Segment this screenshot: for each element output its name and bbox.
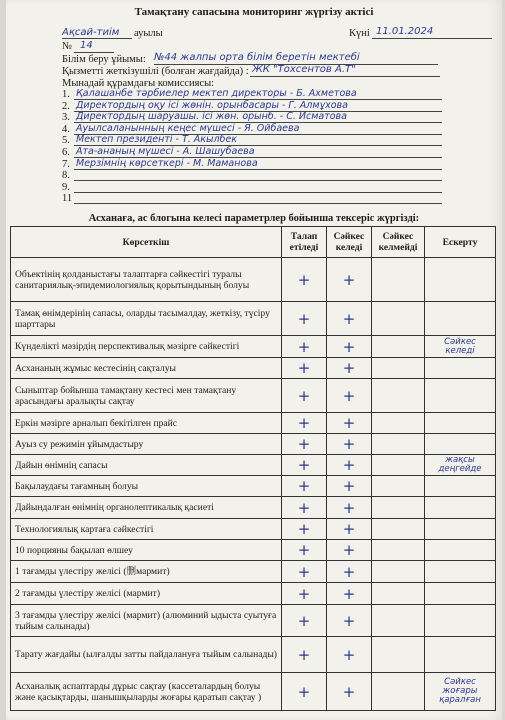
village-suffix: ауылы bbox=[134, 28, 163, 39]
row-required-mark: + bbox=[282, 476, 327, 497]
commission-underline bbox=[74, 180, 442, 181]
commission-number: 7. bbox=[62, 158, 70, 170]
row-not-matches-mark bbox=[372, 379, 425, 413]
table-row bbox=[11, 605, 496, 637]
commission-number: 3. bbox=[62, 112, 70, 124]
row-matches-mark: + bbox=[327, 258, 372, 302]
row-note bbox=[425, 476, 496, 497]
row-indicator: 2 тағамды үлестіру желісі (мармит) bbox=[11, 583, 282, 605]
row-note bbox=[425, 358, 496, 379]
row-required-mark: + bbox=[282, 302, 327, 336]
row-indicator: Асханалық аспаптарды дұрыс сақтау (кассеталардың болуы және қасықтарды, шанышқыларды жоғары қаратып сақтау ) bbox=[11, 673, 282, 711]
table-row bbox=[11, 434, 496, 455]
commission-member: Ата-ананың мүшесі - А. Шашубаева bbox=[76, 146, 255, 157]
table-row bbox=[11, 336, 496, 358]
table-row bbox=[11, 519, 496, 540]
row-matches-mark: + bbox=[327, 605, 372, 637]
row-matches-mark: + bbox=[327, 434, 372, 455]
row-required-mark: + bbox=[282, 637, 327, 673]
table-row bbox=[11, 358, 496, 379]
row-matches-mark: + bbox=[327, 302, 372, 336]
inspection-table bbox=[10, 226, 496, 711]
row-matches-mark: + bbox=[327, 413, 372, 434]
row-indicator: Тарату жағдайы (ылғалды затты пайдалануға тыйым салынады) bbox=[11, 637, 282, 673]
commission-underline bbox=[74, 192, 442, 193]
table-header-row bbox=[11, 227, 496, 258]
table-row bbox=[11, 258, 496, 302]
commission-number: 4. bbox=[62, 123, 70, 135]
row-not-matches-mark bbox=[372, 434, 425, 455]
commission-number: 2. bbox=[62, 100, 70, 112]
row-not-matches-mark bbox=[372, 605, 425, 637]
row-note bbox=[425, 561, 496, 583]
row-indicator: Ауыз су режимін ұйымдастыру bbox=[11, 434, 282, 455]
row-note bbox=[425, 413, 496, 434]
commission-number: 6. bbox=[62, 147, 70, 158]
village-value: Ақсай-тиім bbox=[62, 27, 120, 38]
header-note: Ескерту bbox=[425, 227, 496, 258]
header-indicator: Көрсеткіш bbox=[11, 227, 282, 258]
section-title: Асханаға, ас блогына келесі параметрлер бойынша тексеріс жүргізді: bbox=[88, 213, 420, 224]
commission-member: Директордың шаруашы. ісі жөн. орынб. - С. Исматова bbox=[76, 111, 347, 123]
row-not-matches-mark bbox=[372, 583, 425, 605]
row-matches-mark: + bbox=[327, 476, 372, 497]
row-not-matches-mark bbox=[372, 673, 425, 711]
row-not-matches-mark bbox=[372, 540, 425, 561]
row-matches-mark: + bbox=[327, 379, 372, 413]
row-indicator: 1 тағамды үлестіру желісі (删мармит) bbox=[11, 561, 282, 583]
table-row bbox=[11, 497, 496, 519]
commission-underline bbox=[74, 203, 442, 204]
row-not-matches-mark bbox=[372, 336, 425, 358]
row-note bbox=[425, 497, 496, 519]
row-required-mark: + bbox=[282, 434, 327, 455]
row-indicator: 10 порцияны бақылап өлшеу bbox=[11, 540, 282, 561]
commission-number: 9. bbox=[62, 181, 70, 193]
row-required-mark: + bbox=[282, 605, 327, 637]
table-row bbox=[11, 413, 496, 434]
document-sheet bbox=[6, 0, 502, 720]
number-underline bbox=[74, 52, 114, 53]
row-indicator: Бақылаудағы тағамның болуы bbox=[11, 476, 282, 497]
commission-underline bbox=[74, 169, 442, 170]
table-row bbox=[11, 302, 496, 336]
table-row bbox=[11, 476, 496, 497]
table-row bbox=[11, 455, 496, 476]
village-underline bbox=[62, 38, 132, 39]
commission-number: 8. bbox=[62, 170, 70, 182]
row-note: Сәйкес жоғары қаралған bbox=[425, 673, 496, 711]
row-matches-mark: + bbox=[327, 583, 372, 605]
row-not-matches-mark bbox=[372, 258, 425, 302]
table-row bbox=[11, 561, 496, 583]
commission-member: Мектеп президенті - Т. Акылбек bbox=[76, 134, 238, 146]
row-required-mark: + bbox=[282, 379, 327, 413]
row-required-mark: + bbox=[282, 673, 327, 711]
row-required-mark: + bbox=[282, 413, 327, 434]
row-not-matches-mark bbox=[372, 302, 425, 336]
supplier-value: ЖК "Тохсентов А.Т" bbox=[252, 64, 356, 75]
row-indicator: Күнделікті мәзірдің перспективалық мәзірге сәйкестігі bbox=[11, 336, 282, 358]
row-matches-mark: + bbox=[327, 455, 372, 476]
row-indicator: 3 тағамды үлестіру желісі (мармит) (алюминий ыдыста суытуға тыйым салынады) bbox=[11, 605, 282, 637]
row-indicator: Дайындалған өнімнің органолептикалық қасиеті bbox=[11, 497, 282, 519]
header-required: Талап етіледі bbox=[282, 227, 327, 258]
row-matches-mark: + bbox=[327, 637, 372, 673]
commission-number: 5. bbox=[62, 135, 70, 147]
row-note bbox=[425, 519, 496, 540]
row-not-matches-mark bbox=[372, 358, 425, 379]
row-required-mark: + bbox=[282, 497, 327, 519]
row-matches-mark: + bbox=[327, 336, 372, 358]
row-note bbox=[425, 258, 496, 302]
row-matches-mark: + bbox=[327, 540, 372, 561]
date-value: 11.01.2024 bbox=[376, 26, 434, 37]
row-note bbox=[425, 583, 496, 605]
table-row bbox=[11, 583, 496, 605]
row-required-mark: + bbox=[282, 561, 327, 583]
row-not-matches-mark bbox=[372, 497, 425, 519]
row-required-mark: + bbox=[282, 519, 327, 540]
date-label: Күні bbox=[349, 28, 370, 39]
commission-member: Мерзімнің көрсеткері - М. Маманова bbox=[76, 157, 258, 169]
row-not-matches-mark bbox=[372, 476, 425, 497]
supplier-underline bbox=[250, 76, 440, 77]
row-indicator: Объектінің қолданыстағы талаптарға сәйкестігі туралы санитариялық-эпидемиологиялық қорытындының болуы bbox=[11, 258, 282, 302]
row-note bbox=[425, 302, 496, 336]
table-row bbox=[11, 379, 496, 413]
org-value: №44 жалпы орта білім беретін мектебі bbox=[154, 52, 360, 63]
row-not-matches-mark bbox=[372, 519, 425, 540]
table-row bbox=[11, 673, 496, 711]
row-note bbox=[425, 637, 496, 673]
row-matches-mark: + bbox=[327, 497, 372, 519]
commission-label: Мынадай құрамдағы комиссиясы: bbox=[62, 78, 215, 89]
row-indicator: Тамақ өнімдерінің сапасы, оларды тасымалдау, жеткізу, түсіру шарттары bbox=[11, 302, 282, 336]
row-indicator: Асхананың жұмыс кестесінің сақталуы bbox=[11, 358, 282, 379]
header-matches: Сәйкес келеді bbox=[327, 227, 372, 258]
row-note: жақсы деңгейде bbox=[425, 455, 496, 476]
row-matches-mark: + bbox=[327, 561, 372, 583]
commission-member: Директордың оқу ісі жөнін. орынбасары - Г. Алмұхова bbox=[76, 99, 348, 111]
row-required-mark: + bbox=[282, 583, 327, 605]
row-indicator: Дайын өнімнің сапасы bbox=[11, 455, 282, 476]
row-required-mark: + bbox=[282, 455, 327, 476]
supplier-label: Қызметті жеткізушілі (болған жағдайда) : bbox=[62, 66, 249, 77]
row-indicator: Еркін мәзірге арналып бекітілген прайс bbox=[11, 413, 282, 434]
row-required-mark: + bbox=[282, 358, 327, 379]
row-not-matches-mark bbox=[372, 413, 425, 434]
row-matches-mark: + bbox=[327, 519, 372, 540]
row-not-matches-mark bbox=[372, 455, 425, 476]
row-matches-mark: + bbox=[327, 358, 372, 379]
row-note: Сәйкес келеді bbox=[425, 336, 496, 358]
commission-member: Ауылсаланынның кеңес мүшесі - Я. Ойбаева bbox=[76, 122, 300, 134]
table-row bbox=[11, 540, 496, 561]
commission-member: Қалашанбе тәрбиелер мектеп директоры - Б. Ахметова bbox=[76, 88, 357, 99]
row-not-matches-mark bbox=[372, 637, 425, 673]
row-note bbox=[425, 434, 496, 455]
table-row bbox=[11, 637, 496, 673]
row-required-mark: + bbox=[282, 258, 327, 302]
row-required-mark: + bbox=[282, 540, 327, 561]
row-not-matches-mark bbox=[372, 561, 425, 583]
row-indicator: Технологиялық картаға сәйкестігі bbox=[11, 519, 282, 540]
row-note bbox=[425, 379, 496, 413]
number-label: № bbox=[62, 41, 73, 52]
row-note bbox=[425, 540, 496, 561]
document-title: Тамақтану сапасына мониторинг жүргізу актісі bbox=[134, 6, 374, 18]
row-indicator: Сыныптар бойынша тамақтану кестесі мен тамақтану арасындағы аралықты сақтау bbox=[11, 379, 282, 413]
date-underline bbox=[372, 38, 492, 39]
commission-number: 11 bbox=[62, 193, 73, 205]
org-label: Білім беру ұйымы: bbox=[62, 54, 146, 65]
header-not-matches: Сәйкес келмейді bbox=[372, 227, 425, 258]
number-value: 14 bbox=[80, 40, 93, 51]
row-matches-mark: + bbox=[327, 673, 372, 711]
commission-number: 1. bbox=[62, 89, 70, 100]
row-note bbox=[425, 605, 496, 637]
row-required-mark: + bbox=[282, 336, 327, 358]
